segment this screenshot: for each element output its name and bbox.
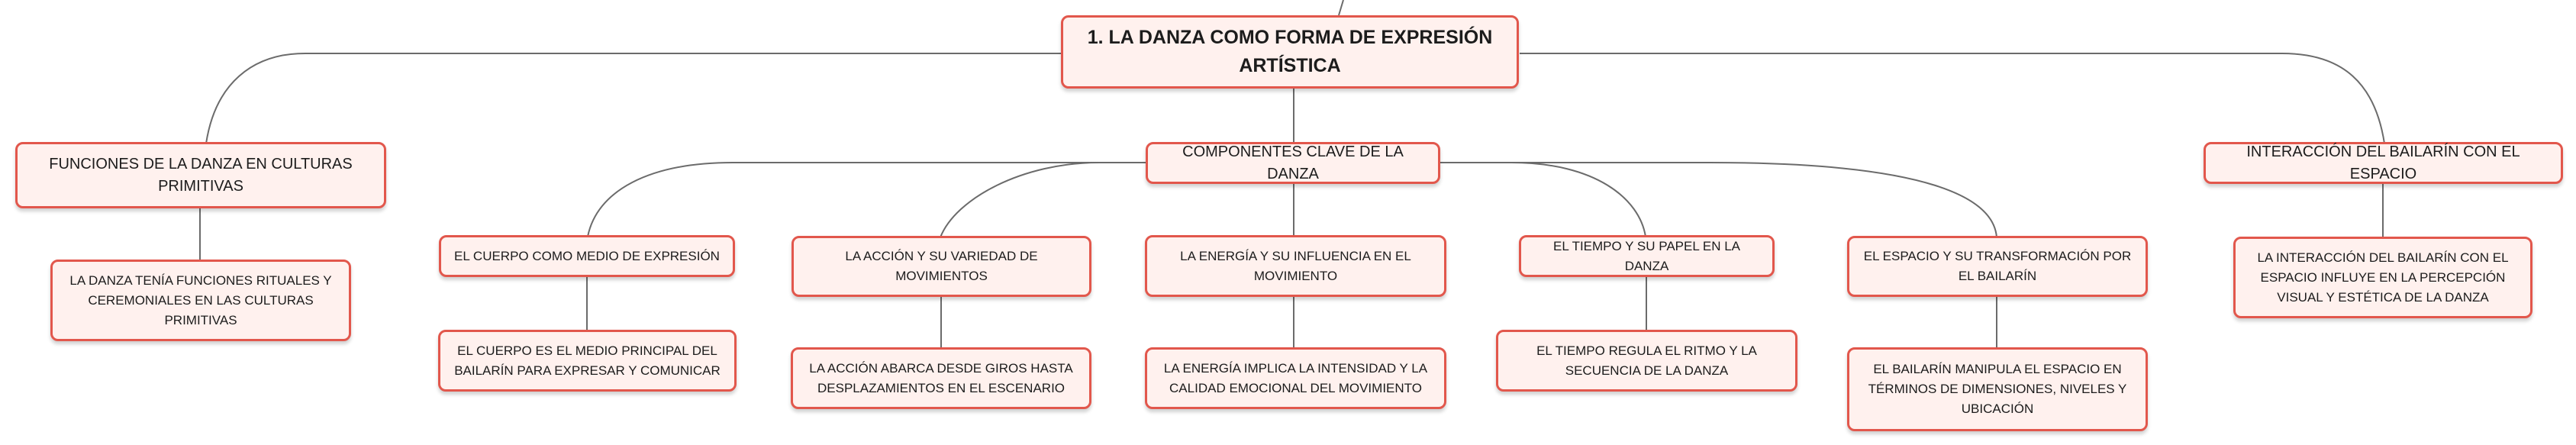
branch-components-node[interactable] bbox=[1146, 142, 1440, 184]
component-espacio-detail-node[interactable] bbox=[1847, 347, 2148, 431]
branch-functions-label: FUNCIONES DE LA DANZA EN CULTURAS PRIMITIVAS bbox=[49, 155, 353, 195]
component-tiempo-label: EL TIEMPO Y SU PAPEL EN LA DANZA bbox=[1552, 238, 1741, 273]
branch-functions-node[interactable] bbox=[15, 142, 386, 208]
component-tiempo-detail-label: EL TIEMPO REGULA EL RITMO Y LA SECUENCIA DE LA DANZA bbox=[1536, 343, 1757, 378]
branch-interaction-label: INTERACCIÓN DEL BAILARÍN CON EL ESPACIO bbox=[2246, 143, 2520, 182]
branch-interaction-detail-label: LA INTERACCIÓN DEL BAILARÍN CON EL ESPACIO INFLUYE EN LA PERCEPCIÓN VISUAL Y ESTÉTICA DE LA DANZA bbox=[2257, 250, 2509, 305]
branch-interaction-node[interactable] bbox=[2204, 142, 2563, 184]
root-node-label: 1. LA DANZA COMO FORMA DE EXPRESIÓN ARTÍSTICA bbox=[1087, 27, 1493, 76]
component-cuerpo-detail-node[interactable] bbox=[438, 330, 737, 392]
branch-components-label: COMPONENTES CLAVE DE LA DANZA bbox=[1182, 143, 1404, 182]
component-espacio-label: EL ESPACIO Y SU TRANSFORMACIÓN POR EL BAILARÍN bbox=[1863, 249, 2132, 283]
component-espacio-node[interactable] bbox=[1847, 236, 2148, 297]
connector-components-espacio bbox=[1439, 163, 1997, 237]
component-energia-detail-node[interactable] bbox=[1145, 347, 1446, 409]
component-accion-label: LA ACCIÓN Y SU VARIEDAD DE MOVIMIENTOS bbox=[845, 249, 1038, 283]
component-energia-detail-label: LA ENERGÍA IMPLICA LA INTENSIDAD Y LA CALIDAD EMOCIONAL DEL MOVIMIENTO bbox=[1163, 360, 1428, 395]
branch-functions-detail-node[interactable] bbox=[50, 260, 351, 341]
connector-root-branch-functions bbox=[206, 53, 1063, 143]
component-cuerpo-label: EL CUERPO COMO MEDIO DE EXPRESIÓN bbox=[454, 248, 720, 263]
connector-root-branch-interaction bbox=[1520, 53, 2384, 143]
component-energia-node[interactable] bbox=[1145, 235, 1446, 297]
connector-components-cuerpo bbox=[588, 163, 1147, 237]
root-node[interactable] bbox=[1061, 15, 1519, 89]
branch-interaction-detail-node[interactable] bbox=[2233, 237, 2532, 318]
component-cuerpo-detail-label: EL CUERPO ES EL MEDIO PRINCIPAL DEL BAILARÍN PARA EXPRESAR Y COMUNICAR bbox=[454, 343, 721, 378]
branch-functions-detail-label: LA DANZA TENÍA FUNCIONES RITUALES Y CEREMONIALES EN LAS CULTURAS PRIMITIVAS bbox=[69, 272, 332, 327]
component-cuerpo-node[interactable] bbox=[439, 235, 735, 277]
component-espacio-detail-label: EL BAILARÍN MANIPULA EL ESPACIO EN TÉRMINOS DE DIMENSIONES, NIVELES Y UBICACIÓN bbox=[1868, 362, 2127, 416]
component-accion-node[interactable] bbox=[791, 236, 1091, 297]
connector-components-accion bbox=[940, 163, 1147, 237]
component-accion-detail-node[interactable] bbox=[791, 347, 1091, 409]
component-energia-label: LA ENERGÍA Y SU INFLUENCIA EN EL MOVIMIENTO bbox=[1180, 248, 1411, 283]
component-tiempo-node[interactable] bbox=[1519, 235, 1775, 277]
connector-components-tiempo bbox=[1439, 163, 1646, 237]
component-accion-detail-label: LA ACCIÓN ABARCA DESDE GIROS HASTA DESPLAZAMIENTOS EN EL ESCENARIO bbox=[809, 360, 1073, 395]
connector-root-parent bbox=[1339, 0, 1343, 15]
component-tiempo-detail-node[interactable] bbox=[1496, 330, 1797, 392]
